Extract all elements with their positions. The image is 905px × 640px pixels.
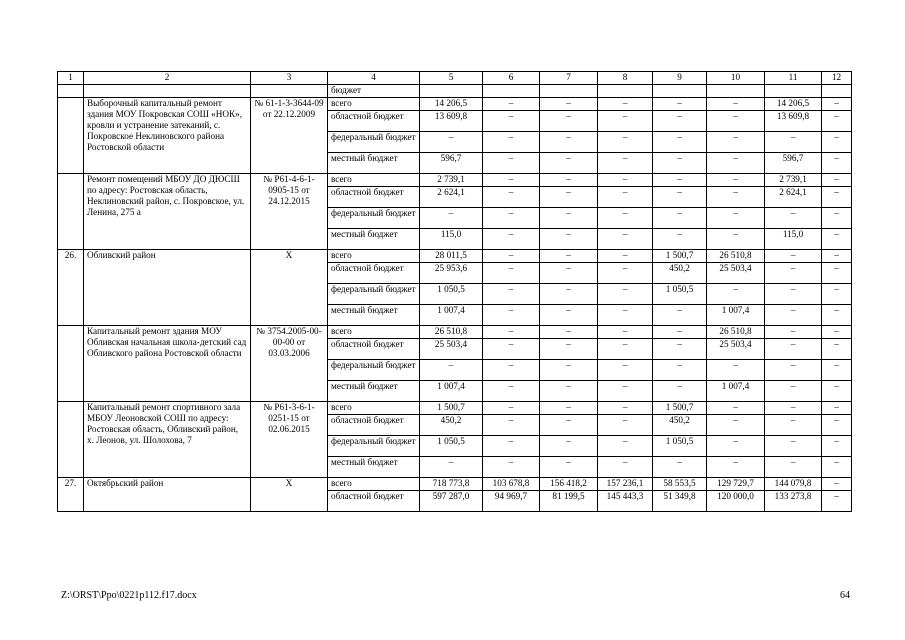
amount-cell: –	[483, 457, 540, 478]
amount-cell: –	[483, 436, 540, 457]
amount-cell: –	[822, 436, 852, 457]
amount-cell: –	[653, 360, 707, 381]
amount-cell: –	[540, 263, 598, 284]
amount-cell: –	[420, 360, 483, 381]
amount-cell: 13 609,8	[420, 111, 483, 132]
amount-cell: –	[598, 339, 653, 360]
amount-cell: –	[653, 111, 707, 132]
funding-type: федеральный бюджет	[328, 436, 420, 457]
amount-cell: –	[653, 326, 707, 339]
amount-cell: 596,7	[420, 153, 483, 174]
amount-cell: 450,2	[653, 415, 707, 436]
amount-cell: –	[483, 174, 540, 187]
amount-cell: –	[707, 284, 765, 305]
amount-cell: –	[707, 229, 765, 250]
object-name: Октябрьский район	[84, 478, 251, 512]
row-number: 27.	[58, 478, 84, 512]
amount-cell: 144 079,8	[765, 478, 822, 491]
amount-cell: –	[707, 360, 765, 381]
amount-cell: –	[598, 263, 653, 284]
amount-cell: 81 199,5	[540, 491, 598, 512]
amount-cell: –	[483, 132, 540, 153]
table-row	[58, 98, 852, 111]
amount-cell: 145 443,3	[598, 491, 653, 512]
amount-cell: –	[483, 263, 540, 284]
amount-cell: –	[483, 360, 540, 381]
amount-cell: –	[540, 229, 598, 250]
amount-cell: –	[765, 208, 822, 229]
amount-cell: 1 007,4	[420, 381, 483, 402]
amount-cell: –	[598, 415, 653, 436]
amount-cell: 1 500,7	[420, 402, 483, 415]
funding-type: местный бюджет	[328, 305, 420, 326]
amount-cell: 156 418,2	[540, 478, 598, 491]
amount-cell: –	[653, 339, 707, 360]
amount-cell: –	[483, 305, 540, 326]
amount-cell: –	[653, 305, 707, 326]
amount-cell: –	[822, 381, 852, 402]
empty-cell	[420, 85, 483, 98]
amount-cell: –	[540, 457, 598, 478]
amount-cell: –	[540, 250, 598, 263]
amount-cell: 26 510,8	[707, 326, 765, 339]
amount-cell: –	[483, 381, 540, 402]
object-name: Капитальный ремонт спортивного зала МБОУ Леоновской СОШ по адресу: Ростовская область, Обливский район, х. Леонов, ул. Шолохова, 7	[84, 402, 251, 478]
amount-cell: –	[707, 457, 765, 478]
amount-cell: –	[707, 208, 765, 229]
amount-cell: –	[598, 436, 653, 457]
amount-cell: –	[598, 111, 653, 132]
amount-cell: 13 609,8	[765, 111, 822, 132]
funding-type: бюджет	[328, 85, 420, 98]
footer-page-number: 64	[840, 590, 850, 601]
amount-cell: –	[540, 402, 598, 415]
amount-cell: 1 500,7	[653, 402, 707, 415]
amount-cell: –	[598, 174, 653, 187]
column-header-9: 9	[653, 72, 707, 85]
amount-cell: –	[598, 208, 653, 229]
amount-cell: –	[540, 187, 598, 208]
amount-cell: –	[483, 111, 540, 132]
amount-cell: –	[653, 174, 707, 187]
amount-cell: 2 624,1	[765, 187, 822, 208]
column-header-7: 7	[540, 72, 598, 85]
project-document: № Р61-3-6-1-0251-15 от 02.06.2015	[251, 402, 328, 478]
amount-cell: 2 739,1	[420, 174, 483, 187]
amount-cell: 2 739,1	[765, 174, 822, 187]
funding-type: областной бюджет	[328, 111, 420, 132]
amount-cell: 25 503,4	[707, 339, 765, 360]
amount-cell: 133 273,8	[765, 491, 822, 512]
amount-cell: –	[598, 132, 653, 153]
amount-cell: –	[822, 305, 852, 326]
amount-cell: 1 007,4	[707, 305, 765, 326]
amount-cell: 1 050,5	[653, 436, 707, 457]
row-number	[58, 98, 84, 174]
amount-cell: –	[765, 436, 822, 457]
amount-cell: –	[598, 360, 653, 381]
column-header-11: 11	[765, 72, 822, 85]
amount-cell: 1 050,5	[420, 436, 483, 457]
amount-cell: –	[765, 305, 822, 326]
continuation-row	[58, 85, 852, 98]
amount-cell: –	[707, 402, 765, 415]
funding-type: местный бюджет	[328, 381, 420, 402]
amount-cell: –	[653, 187, 707, 208]
empty-cell	[84, 85, 251, 98]
table-row	[58, 478, 852, 491]
amount-cell: 1 500,7	[653, 250, 707, 263]
amount-cell: –	[540, 132, 598, 153]
amount-cell: 25 953,6	[420, 263, 483, 284]
amount-cell: –	[822, 402, 852, 415]
amount-cell: –	[598, 381, 653, 402]
amount-cell: 1 050,5	[420, 284, 483, 305]
amount-cell: –	[765, 339, 822, 360]
amount-cell: –	[653, 208, 707, 229]
column-header-4: 4	[328, 72, 420, 85]
amount-cell: –	[822, 153, 852, 174]
table-body	[58, 72, 852, 512]
row-number	[58, 402, 84, 478]
funding-type: областной бюджет	[328, 187, 420, 208]
amount-cell: –	[765, 360, 822, 381]
amount-cell: –	[765, 402, 822, 415]
amount-cell: –	[483, 98, 540, 111]
amount-cell: –	[540, 381, 598, 402]
amount-cell: –	[707, 436, 765, 457]
amount-cell: 1 007,4	[420, 305, 483, 326]
amount-cell: –	[822, 250, 852, 263]
amount-cell: –	[483, 229, 540, 250]
amount-cell: –	[483, 415, 540, 436]
amount-cell: –	[822, 478, 852, 491]
amount-cell: 51 349,8	[653, 491, 707, 512]
funding-type: всего	[328, 326, 420, 339]
empty-cell	[822, 85, 852, 98]
amount-cell: –	[707, 174, 765, 187]
amount-cell: –	[822, 415, 852, 436]
row-number	[58, 174, 84, 250]
object-name: Капитальный ремонт здания МОУ Обливская начальная школа-детский сад Обливского района Ростовской области	[84, 326, 251, 402]
amount-cell: 115,0	[765, 229, 822, 250]
amount-cell: –	[540, 305, 598, 326]
amount-cell: –	[707, 153, 765, 174]
funding-type: местный бюджет	[328, 229, 420, 250]
amount-cell: –	[765, 250, 822, 263]
amount-cell: –	[653, 381, 707, 402]
amount-cell: –	[598, 153, 653, 174]
row-number: 26.	[58, 250, 84, 326]
amount-cell: 14 206,5	[765, 98, 822, 111]
amount-cell: –	[822, 187, 852, 208]
table-row	[58, 250, 852, 263]
funding-type: всего	[328, 174, 420, 187]
amount-cell: –	[598, 250, 653, 263]
amount-cell: 129 729,7	[707, 478, 765, 491]
amount-cell: –	[483, 250, 540, 263]
funding-type: областной бюджет	[328, 491, 420, 512]
empty-cell	[653, 85, 707, 98]
amount-cell: 2 624,1	[420, 187, 483, 208]
funding-type: всего	[328, 478, 420, 491]
amount-cell: –	[653, 98, 707, 111]
funding-type: областной бюджет	[328, 263, 420, 284]
amount-cell: –	[707, 415, 765, 436]
amount-cell: –	[598, 98, 653, 111]
object-name: Ремонт помещений МБОУ ДО ДЮСШ по адресу: Ростовская область, Неклиновский район, с. Покровское, ул. Ленина, 275 а	[84, 174, 251, 250]
funding-type: всего	[328, 98, 420, 111]
amount-cell: –	[707, 98, 765, 111]
funding-type: местный бюджет	[328, 457, 420, 478]
row-number	[58, 326, 84, 402]
empty-cell	[765, 85, 822, 98]
amount-cell: –	[483, 326, 540, 339]
amount-cell: 120 000,0	[707, 491, 765, 512]
amount-cell: –	[822, 457, 852, 478]
column-header-1: 1	[58, 72, 84, 85]
amount-cell: –	[420, 132, 483, 153]
amount-cell: 26 510,8	[707, 250, 765, 263]
amount-cell: –	[822, 229, 852, 250]
funding-type: федеральный бюджет	[328, 360, 420, 381]
amount-cell: –	[540, 174, 598, 187]
amount-cell: –	[822, 339, 852, 360]
amount-cell: 115,0	[420, 229, 483, 250]
amount-cell: –	[822, 263, 852, 284]
amount-cell: –	[540, 153, 598, 174]
amount-cell: –	[765, 381, 822, 402]
amount-cell: –	[822, 111, 852, 132]
amount-cell: 1 007,4	[707, 381, 765, 402]
amount-cell: –	[822, 98, 852, 111]
amount-cell: –	[765, 284, 822, 305]
amount-cell: –	[822, 284, 852, 305]
amount-cell: –	[483, 284, 540, 305]
amount-cell: 718 773,8	[420, 478, 483, 491]
amount-cell: –	[822, 326, 852, 339]
table-row	[58, 326, 852, 339]
amount-cell: –	[598, 326, 653, 339]
amount-cell: 25 503,4	[420, 339, 483, 360]
amount-cell: –	[540, 98, 598, 111]
amount-cell: –	[540, 436, 598, 457]
amount-cell: 28 011,5	[420, 250, 483, 263]
empty-cell	[540, 85, 598, 98]
amount-cell: –	[653, 153, 707, 174]
funding-type: местный бюджет	[328, 153, 420, 174]
amount-cell: –	[540, 415, 598, 436]
amount-cell: 26 510,8	[420, 326, 483, 339]
amount-cell: 94 969,7	[483, 491, 540, 512]
amount-cell: –	[483, 208, 540, 229]
column-header-10: 10	[707, 72, 765, 85]
amount-cell: –	[483, 402, 540, 415]
footer-file-path: Z:\ORST\Ppo\0221p112.f17.docx	[61, 590, 197, 601]
amount-cell: –	[540, 339, 598, 360]
empty-cell	[707, 85, 765, 98]
amount-cell: –	[765, 457, 822, 478]
column-header-12: 12	[822, 72, 852, 85]
amount-cell: 450,2	[420, 415, 483, 436]
funding-type: областной бюджет	[328, 339, 420, 360]
amount-cell: 596,7	[765, 153, 822, 174]
project-document: Х	[251, 478, 328, 512]
table-row	[58, 402, 852, 415]
funding-type: федеральный бюджет	[328, 208, 420, 229]
funding-type: областной бюджет	[328, 415, 420, 436]
header-row	[58, 72, 852, 85]
amount-cell: –	[483, 187, 540, 208]
amount-cell: 450,2	[653, 263, 707, 284]
amount-cell: –	[483, 153, 540, 174]
column-header-8: 8	[598, 72, 653, 85]
amount-cell: –	[822, 491, 852, 512]
column-header-5: 5	[420, 72, 483, 85]
amount-cell: –	[765, 263, 822, 284]
amount-cell: –	[483, 339, 540, 360]
amount-cell: –	[653, 132, 707, 153]
amount-cell: –	[765, 415, 822, 436]
object-name: Выборочный капитальный ремонт здания МОУ Покровская СОШ «НОК», кровли и устранение затеканий, с. Покровское Неклиновского района Ростовской области	[84, 98, 251, 174]
amount-cell: –	[420, 208, 483, 229]
amount-cell: –	[653, 457, 707, 478]
amount-cell: –	[598, 305, 653, 326]
funding-type: федеральный бюджет	[328, 132, 420, 153]
empty-cell	[483, 85, 540, 98]
amount-cell: –	[822, 360, 852, 381]
amount-cell: 25 503,4	[707, 263, 765, 284]
amount-cell: 103 678,8	[483, 478, 540, 491]
table-row	[58, 174, 852, 187]
amount-cell: –	[540, 284, 598, 305]
amount-cell: 58 553,5	[653, 478, 707, 491]
project-document: № 3754.2005-00-00-00 от 03.03.2006	[251, 326, 328, 402]
column-header-3: 3	[251, 72, 328, 85]
amount-cell: –	[707, 187, 765, 208]
amount-cell: –	[707, 111, 765, 132]
amount-cell: –	[707, 132, 765, 153]
object-name: Обливский район	[84, 250, 251, 326]
amount-cell: –	[822, 174, 852, 187]
project-document: Х	[251, 250, 328, 326]
funding-type: всего	[328, 402, 420, 415]
amount-cell: –	[540, 208, 598, 229]
amount-cell: –	[822, 208, 852, 229]
amount-cell: –	[540, 360, 598, 381]
budget-table	[57, 71, 852, 512]
amount-cell: 597 287,0	[420, 491, 483, 512]
amount-cell: 14 206,5	[420, 98, 483, 111]
column-header-2: 2	[84, 72, 251, 85]
amount-cell: –	[540, 326, 598, 339]
empty-cell	[251, 85, 328, 98]
column-header-6: 6	[483, 72, 540, 85]
amount-cell: –	[653, 229, 707, 250]
funding-type: всего	[328, 250, 420, 263]
amount-cell: –	[765, 132, 822, 153]
amount-cell: –	[598, 187, 653, 208]
amount-cell: –	[822, 132, 852, 153]
project-document: № Р61-4-6-1-0905-15 от 24.12.2015	[251, 174, 328, 250]
empty-cell	[58, 85, 84, 98]
amount-cell: –	[540, 111, 598, 132]
amount-cell: –	[598, 229, 653, 250]
amount-cell: 1 050,5	[653, 284, 707, 305]
amount-cell: –	[598, 457, 653, 478]
project-document: № 61-1-3-3644-09 от 22.12.2009	[251, 98, 328, 174]
empty-cell	[598, 85, 653, 98]
amount-cell: –	[420, 457, 483, 478]
amount-cell: –	[598, 284, 653, 305]
amount-cell: –	[765, 326, 822, 339]
funding-type: федеральный бюджет	[328, 284, 420, 305]
amount-cell: –	[598, 402, 653, 415]
amount-cell: 157 236,1	[598, 478, 653, 491]
